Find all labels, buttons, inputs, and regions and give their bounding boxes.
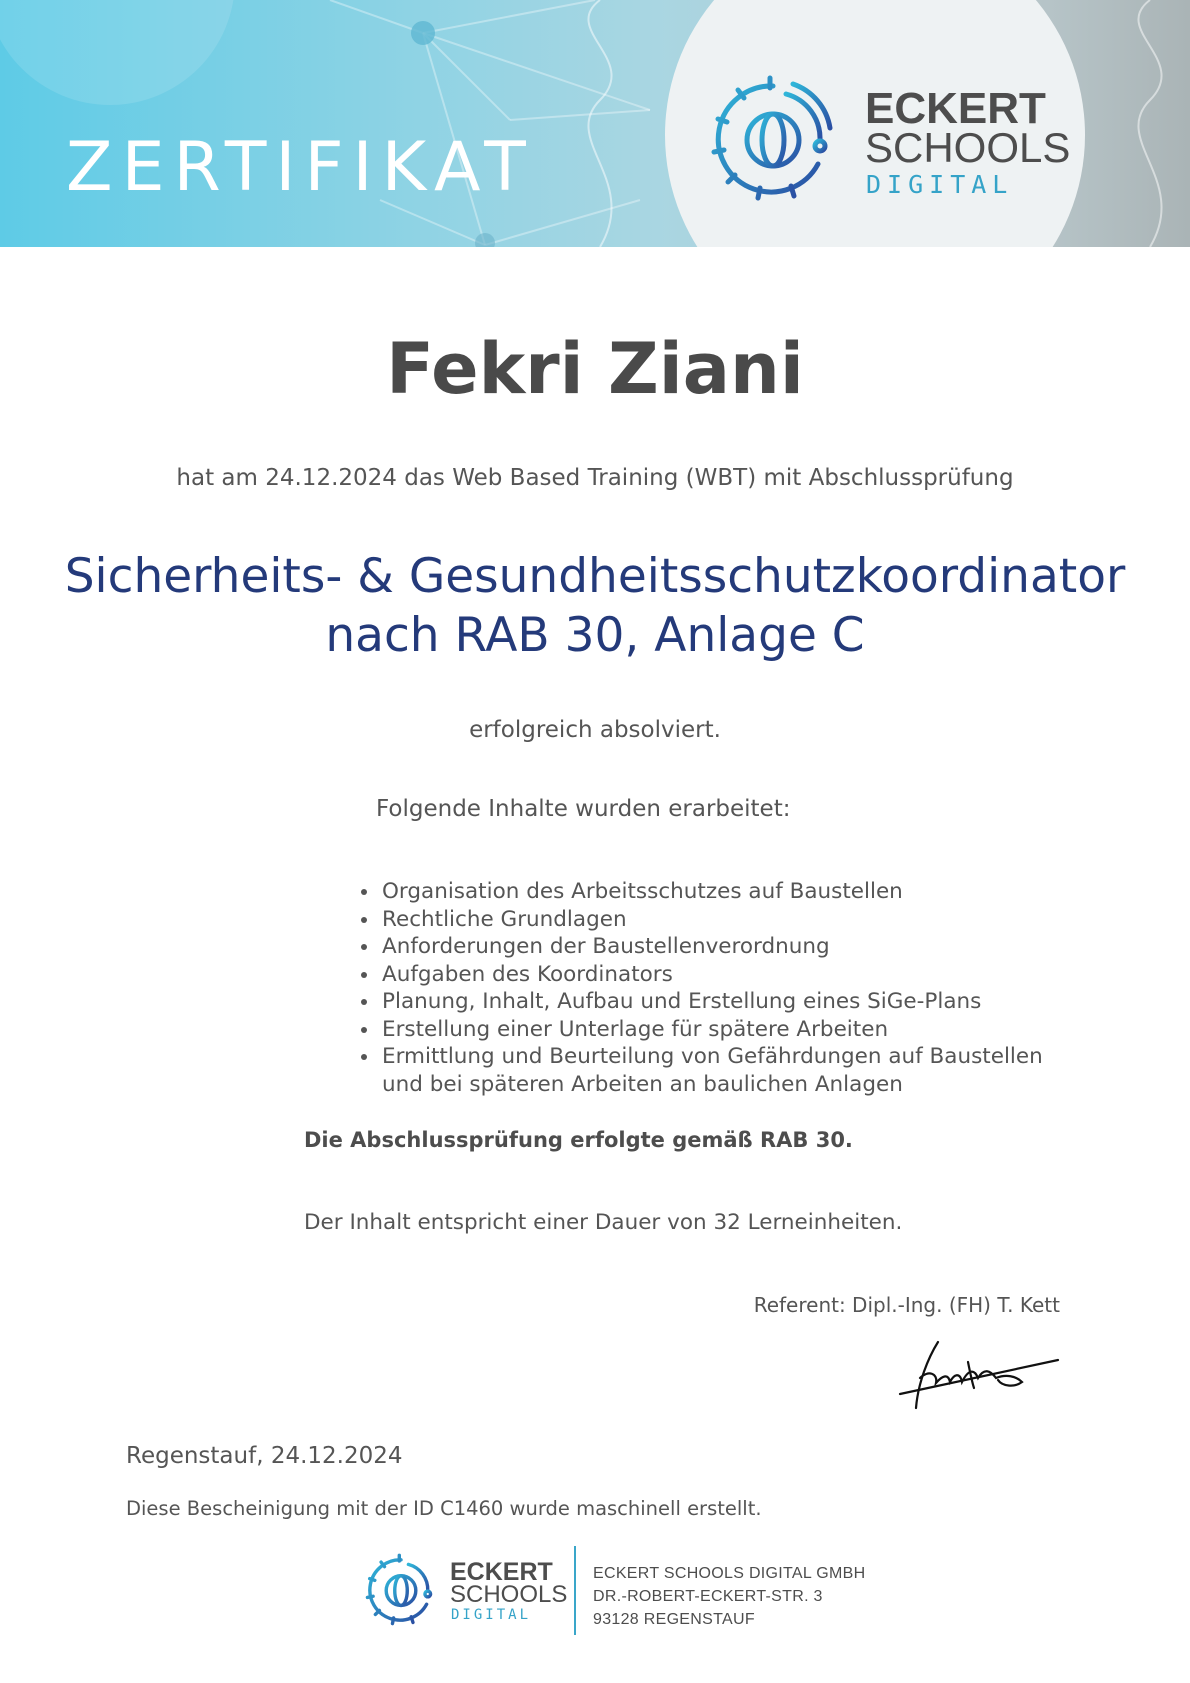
list-item: • Ermittlung und Beurteilung von Gefährdungen auf Baustellen und bei späteren Arbeiten an baulichen Anlagen [380,1043,1062,1098]
list-item: • Anforderungen der Baustellenverordnung [380,933,1100,961]
exam-note: Die Abschlussprüfung erfolgte gemäß RAB 30. [304,1128,853,1152]
gear-globe-icon [708,74,838,204]
course-title [0,547,1190,665]
footer-logo-digital-text: DIGITAL [451,1607,532,1623]
logo-schools-text: SCHOOLS [865,124,1071,171]
generated-note: Diese Bescheinigung mit der ID C1460 wurde maschinell erstellt. [126,1497,762,1520]
duration-note: Der Inhalt entspricht einer Dauer von 32 Lerneinheiten. [304,1210,903,1235]
certificate-title: ZERTIFIKAT [66,128,535,207]
contents-heading: Folgende Inhalte wurden erarbeitet: [376,796,791,822]
signature-image [898,1338,1063,1418]
footer-logo-schools-text: SCHOOLS [450,1581,568,1608]
eckert-logo [708,74,1071,208]
list-item: • Rechtliche Grundlagen [380,906,1100,934]
list-item: • Planung, Inhalt, Aufbau und Erstellung eines SiGe-Plans [380,988,1100,1016]
address-city: 93128 REGENSTAUF [593,1611,755,1628]
place-date: Regenstauf, 24.12.2024 [126,1443,403,1469]
course-title-line-1: Sicherheits- & Gesundheitsschutzkoordinator [64,549,1126,604]
address-company: ECKERT SCHOOLS DIGITAL GMBH [593,1565,866,1582]
list-item: • Organisation des Arbeitsschutzes auf Baustellen [380,878,1100,906]
course-title-line-2: nach RAB 30, Anlage C [325,608,865,663]
logo-eckert-text: ECKERT [865,84,1046,133]
footer-logo [364,1553,568,1631]
completion-text: erfolgreich absolviert. [469,717,721,743]
address-street: DR.-ROBERT-ECKERT-STR. 3 [593,1588,823,1605]
list-item: • Aufgaben des Koordinators [380,961,1100,989]
gear-globe-icon [364,1553,438,1627]
topics-list [354,878,1100,1098]
referent-label: Referent: Dipl.-Ing. (FH) T. Kett [753,1293,1060,1317]
intro-text: hat am 24.12.2024 das Web Based Training (WBT) mit Abschlussprüfung [176,465,1014,491]
certificate-header [0,0,1190,247]
recipient-name: Fekri Ziani [386,328,804,410]
logo-digital-text: DIGITAL [866,170,1014,199]
list-item: • Erstellung einer Unterlage für spätere Arbeiten [380,1016,1100,1044]
footer-logo-eckert-text: ECKERT [450,1558,553,1586]
footer-address [593,1562,865,1631]
footer-divider [574,1546,576,1635]
